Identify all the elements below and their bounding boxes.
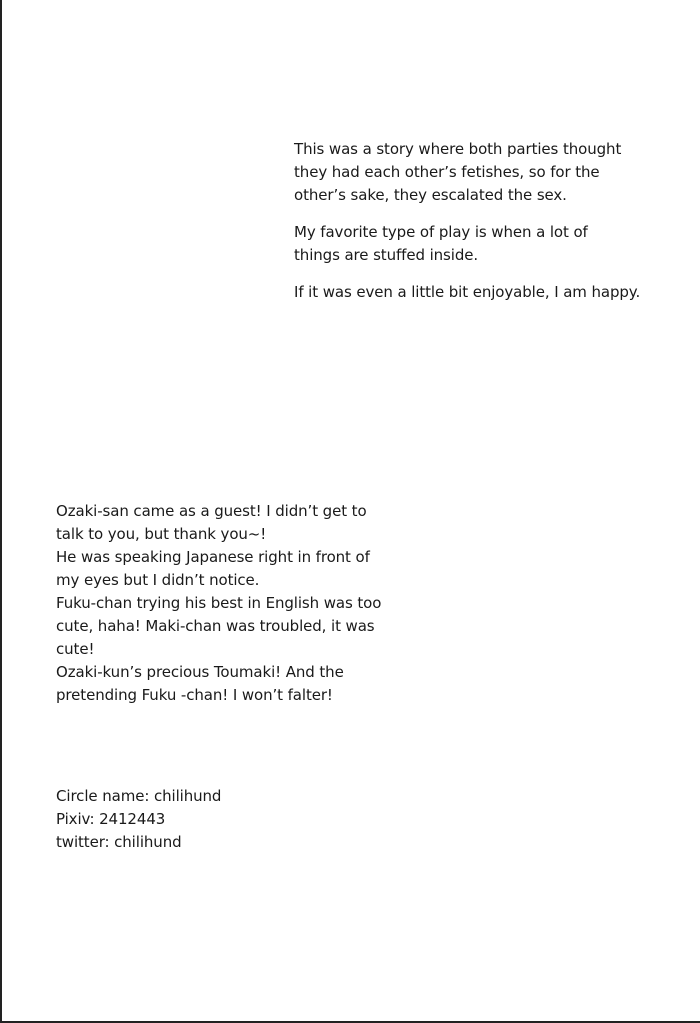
text-line: My favorite type of play is when a lot of [294,223,588,241]
text-line: Ozaki-san came as a guest! I didn’t get to [56,502,367,520]
text-line: This was a story where both parties thought [294,140,622,158]
afterword-text [294,138,684,304]
text-line: Ozaki-kun’s precious Toumaki! And the [56,663,344,681]
twitter-handle: twitter: chilihund [56,833,182,851]
circle-info [56,785,356,854]
circle-info-list [56,785,356,854]
text-line: other’s sake, they escalated the sex. [294,186,567,204]
text-line: Fuku-chan trying his best in English was too [56,594,382,612]
text-line: If it was even a little bit enjoyable, I am happy. [294,283,641,301]
text-line: pretending Fuku -chan! I won’t falter! [56,686,333,704]
text-line: He was speaking Japanese right in front of [56,548,370,566]
afterword-paragraph-2 [294,221,684,267]
text-line: they had each other’s fetishes, so for the [294,163,600,181]
afterword-paragraph-3 [294,281,684,304]
text-line: talk to you, but thank you~! [56,525,267,543]
text-line: cute, haha! Maki-chan was troubled, it was [56,617,375,635]
guest-note-paragraph [56,500,456,707]
afterword-paragraph-1 [294,138,684,207]
pixiv-id: Pixiv: 2412443 [56,810,166,828]
text-line: things are stuffed inside. [294,246,479,264]
guest-note-text [56,500,456,707]
text-line: cute! [56,640,95,658]
circle-name: Circle name: chilihund [56,787,222,805]
text-line: my eyes but I didn’t notice. [56,571,260,589]
